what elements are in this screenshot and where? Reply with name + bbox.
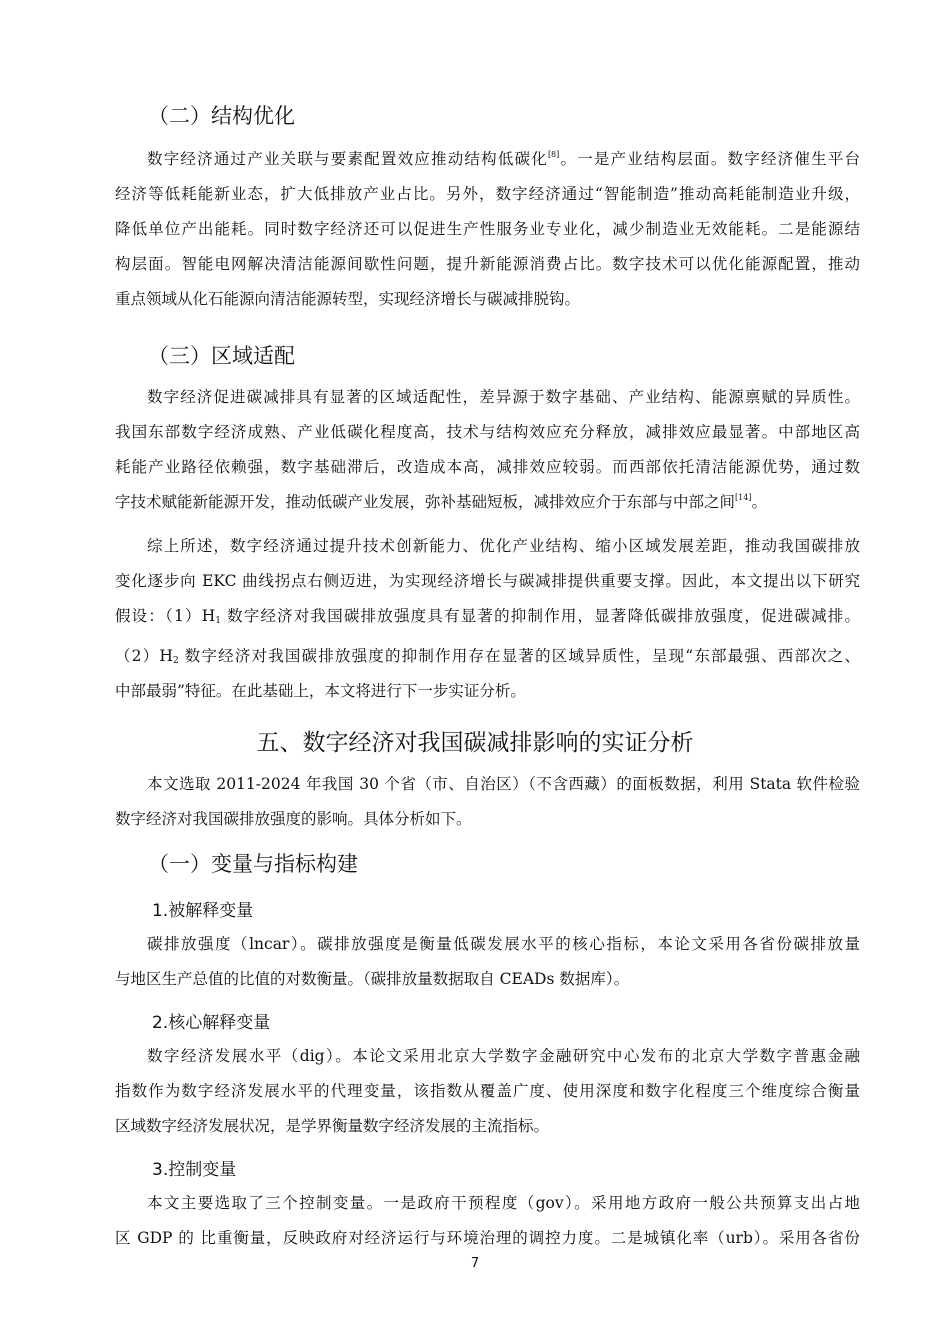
- paragraph-line: 中部最弱”特征。在此基础上，本文将进行下一步实证分析。: [115, 682, 526, 700]
- paragraph-line: 本文主要选取了三个控制变量。一是政府干预程度（gov）。采用地方政府一般公共预算支出占地: [147, 1194, 860, 1212]
- chapter-heading: 五、数字经济对我国碳减排影响的实证分析: [256, 730, 694, 756]
- paragraph-line: 经济等低耗能新业态，扩大低排放产业占比。另外，数字经济通过“智能制造”推动高耗能制造业升级，: [115, 185, 860, 203]
- citation-ref: [8]: [547, 150, 560, 159]
- paragraph-line: 数字经济促进碳减排具有显著的区域适配性，差异源于数字基础、产业结构、能源禀赋的异质性。: [147, 388, 860, 406]
- paragraph-line: 数字经济对我国碳排放强度的影响。具体分析如下。: [115, 810, 472, 828]
- hypothesis-subscript: 1: [215, 616, 221, 626]
- paragraph-line: 重点领域从化石能源向清洁能源转型，实现经济增长与碳减排脱钩。: [115, 290, 581, 308]
- subheading-dependent-variable: 1.被解释变量: [152, 901, 254, 921]
- paragraph-line: 字技术赋能新能源开发，推动低碳产业发展，弥补基础短板，减排效应介于东部与中部之间[14]。: [115, 493, 767, 511]
- paragraph-line: 区域数字经济发展状况，是学界衡量数字经济发展的主流指标。: [115, 1117, 550, 1135]
- section-heading-region: （三）区域适配: [148, 344, 295, 368]
- paragraph-line: 综上所述，数字经济通过提升技术创新能力、优化产业结构、缩小区域发展差距，推动我国碳排放: [147, 537, 860, 555]
- paragraph-line: 碳排放强度（lncar）。碳排放强度是衡量低碳发展水平的核心指标，本论文采用各省份碳排放量: [147, 935, 860, 953]
- paragraph-line: 数字经济发展水平（dig）。本论文采用北京大学数字金融研究中心发布的北京大学数字普惠金融: [147, 1047, 860, 1065]
- paragraph-line: 区 GDP 的 比重衡量，反映政府对经济运行与环境治理的调控力度。二是城镇化率（urb）。采用各省份: [115, 1229, 860, 1247]
- paragraph-line: $(2)H_2$ 数字经济对我国碳排放强度的抑制作用存在显著的区域异质性，呈现“东部最强、西部次之、: [115, 647, 860, 666]
- paragraph-line: 指数作为数字经济发展水平的代理变量，该指数从覆盖广度、使用深度和数字化程度三个维度综合衡量: [115, 1082, 860, 1100]
- hypothesis-subscript: 2: [172, 656, 179, 666]
- paragraph-line: 构层面。智能电网解决清洁能源间歇性问题，提升新能源消费占比。数字技术可以优化能源配置，推动: [115, 255, 860, 273]
- paragraph-line: 变化逐步向 EKC 曲线拐点右侧迈进，为实现经济增长与碳减排提供重要支撑。因此，本文提出以下研究: [115, 572, 860, 590]
- section-heading-variables: （一）变量与指标构建: [148, 852, 358, 876]
- paragraph-line: 假设：$(1)H_1$ 数字经济对我国碳排放强度具有显著的抑制作用，显著降低碳排放强度，促进碳减排。: [115, 607, 860, 626]
- paragraph-line: 与地区生产总值的比值的对数衡量。（碳排放量数据取自 CEADs 数据库）。: [115, 970, 630, 988]
- subheading-core-variable: 2.核心解释变量: [152, 1013, 271, 1033]
- paragraph-line: 数字经济通过产业关联与要素配置效应推动结构低碳化[8]。一是产业结构层面。数字经济催生平台: [147, 150, 860, 168]
- paragraph-line: 我国东部数字经济成熟、产业低碳化程度高，技术与结构效应充分释放，减排效应最显著。中部地区高: [115, 423, 860, 441]
- paragraph-line: 耗能产业路径依赖强，数字基础滞后，改造成本高，减排效应较弱。而西部依托清洁能源优势，通过数: [115, 458, 860, 476]
- page-number: 7: [470, 1256, 480, 1271]
- paragraph-line: 降低单位产出能耗。同时数字经济还可以促进生产性服务业专业化，减少制造业无效能耗。二是能源结: [115, 220, 860, 238]
- subheading-control-variables: 3.控制变量: [152, 1160, 237, 1180]
- paragraph-line: 本文选取 2011-2024 年我国 30 个省（市、自治区）（不含西藏）的面板数据，利用 Stata 软件检验: [147, 775, 860, 793]
- citation-ref: [14]: [735, 493, 752, 502]
- section-heading-structure: （二）结构优化: [148, 104, 295, 128]
